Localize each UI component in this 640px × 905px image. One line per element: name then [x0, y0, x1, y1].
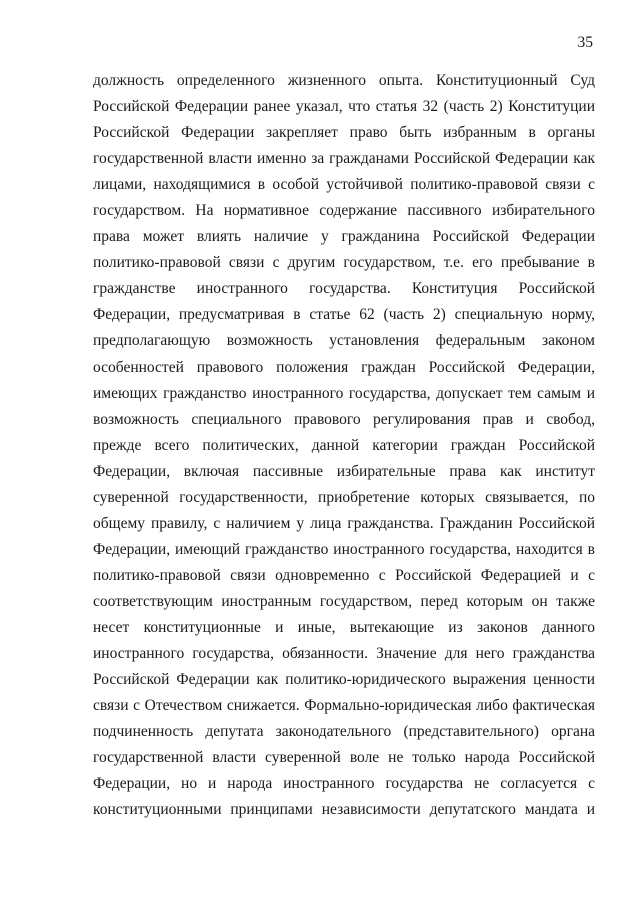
text-line: Федерации, имеющий гражданство иностранного государства, находится в: [93, 540, 595, 558]
text-line: соответствующим иностранным государством, перед которым он также: [93, 592, 595, 610]
text-line: подчиненность депутата законодательного (представительного) органа: [93, 723, 595, 741]
text-line: Федерации, но и народа иностранного государства не согласуется с: [93, 775, 595, 793]
text-line: Федерации, включая пассивные избирательные права как институт: [93, 462, 595, 480]
text-line: лицами, находящимися в особой устойчивой политико-правовой связи с: [93, 176, 595, 194]
text-line: гражданстве иностранного государства. Конституция Российской: [93, 280, 595, 298]
text-line: политико-правовой связи с другим государством, т.е. его пребывание в: [93, 254, 595, 272]
text-line: Российской Федерации ранее указал, что статья 32 (часть 2) Конституции: [93, 98, 595, 116]
text-line: общему правилу, с наличием у лица гражданства. Гражданин Российской: [93, 514, 595, 532]
text-line: прежде всего политических, данной категории граждан Российской: [93, 436, 595, 454]
text-line: Федерации, предусматривая в статье 62 (часть 2) специальную норму,: [93, 306, 595, 324]
text-line: Российской Федерации закрепляет право быть избранным в органы: [93, 124, 595, 142]
text-line: иностранного государства, обязанности. Значение для него гражданства: [93, 645, 595, 663]
text-line: должность определенного жизненного опыта. Конституционный Суд: [93, 72, 595, 89]
text-line: государственной власти суверенной воле не только народа Российской: [93, 749, 595, 767]
text-line: несет конституционные и иные, вытекающие из законов данного: [93, 618, 595, 636]
text-line: государством. На нормативное содержание пассивного избирательного: [93, 202, 595, 220]
body-paragraph: [93, 68, 595, 823]
text-line: имеющих гражданство иностранного государства, допускает тем самым и: [93, 384, 595, 402]
text-line: возможность специального правового регулирования прав и свобод,: [93, 410, 595, 428]
text-line: права может влиять наличие у гражданина Российской Федерации: [93, 228, 595, 246]
text-line: предполагающую возможность установления федеральным законом: [93, 332, 595, 350]
text-line: Российской Федерации как политико-юридического выражения ценности: [93, 671, 595, 689]
text-line: особенностей правового положения граждан Российской Федерации,: [93, 358, 595, 376]
text-line: государственной власти именно за гражданами Российской Федерации как: [93, 150, 595, 168]
text-line: связи с Отечеством снижается. Формально-юридическая либо фактическая: [93, 697, 595, 715]
text-line: суверенной государственности, приобретение которых связывается, по: [93, 488, 595, 506]
text-line: конституционными принципами независимости депутатского мандата и: [93, 801, 595, 819]
text-line: политико-правовой связи одновременно с Российской Федерацией и с: [93, 566, 595, 584]
page-number: 35: [577, 34, 593, 51]
